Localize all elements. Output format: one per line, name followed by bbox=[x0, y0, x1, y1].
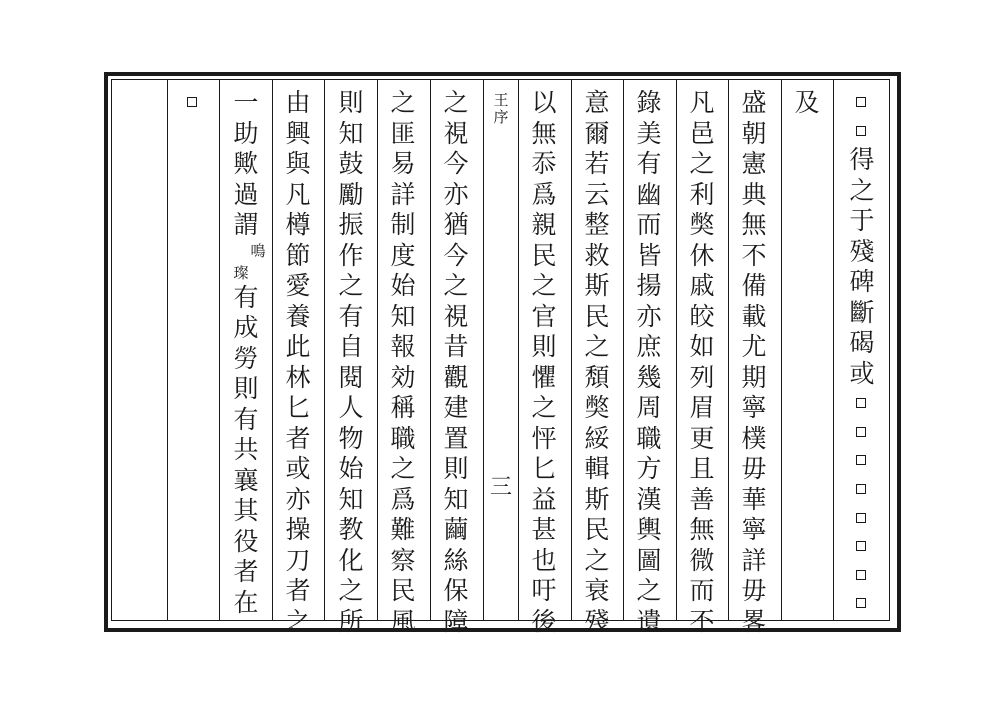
character: 載 bbox=[741, 301, 767, 331]
character: 鼓 bbox=[338, 149, 364, 178]
character: 眉 bbox=[689, 393, 715, 422]
character: 詳 bbox=[390, 179, 416, 209]
character: 教 bbox=[338, 515, 364, 544]
character: 有 bbox=[233, 282, 259, 312]
character: 觀 bbox=[443, 362, 469, 392]
character: 視 bbox=[443, 118, 469, 148]
character: 爲 bbox=[531, 179, 557, 209]
character: 則 bbox=[443, 454, 469, 483]
character: 尤 bbox=[741, 332, 767, 361]
character: 懼 bbox=[531, 362, 557, 392]
column-12-main-b bbox=[226, 283, 266, 619]
column-divider bbox=[571, 80, 572, 620]
character: 知 bbox=[390, 301, 416, 331]
character: 樸 bbox=[741, 423, 767, 453]
text-column-1 bbox=[842, 88, 882, 618]
character: 操 bbox=[285, 515, 311, 544]
character: 錄 bbox=[636, 88, 662, 117]
character: 人 bbox=[338, 393, 364, 422]
character: 衰 bbox=[584, 576, 610, 605]
character: 遺 bbox=[636, 606, 662, 636]
character: 成 bbox=[233, 313, 259, 342]
character: 民 bbox=[390, 576, 416, 605]
character: 戚 bbox=[689, 271, 715, 300]
page-number: 三 bbox=[489, 475, 512, 500]
character: 始 bbox=[338, 454, 364, 483]
character: 云 bbox=[584, 179, 610, 209]
character: 節 bbox=[285, 240, 311, 270]
character: 所 bbox=[338, 606, 364, 636]
text-column-5 bbox=[629, 88, 669, 636]
column-divider bbox=[833, 80, 834, 620]
character: 亦 bbox=[443, 179, 469, 209]
character: 繭 bbox=[443, 515, 469, 544]
character: 整 bbox=[584, 210, 610, 239]
missing-character-box bbox=[842, 532, 882, 561]
missing-character-box bbox=[842, 446, 882, 475]
character: 爾 bbox=[584, 118, 610, 148]
character: 後 bbox=[531, 606, 557, 636]
character: 輯 bbox=[584, 454, 610, 483]
character: 刀 bbox=[285, 545, 311, 575]
character: 不 bbox=[741, 240, 767, 270]
character: 効 bbox=[390, 362, 416, 392]
character: 之 bbox=[531, 271, 557, 300]
character: 置 bbox=[443, 423, 469, 453]
character: 猶 bbox=[443, 210, 469, 239]
character: 之 bbox=[338, 576, 364, 605]
character: 由 bbox=[285, 88, 311, 117]
character: 盛 bbox=[741, 88, 767, 117]
character: 林 bbox=[285, 362, 311, 392]
margin-title-char: 序 bbox=[493, 108, 509, 126]
character: 列 bbox=[689, 362, 715, 392]
character: 美 bbox=[636, 118, 662, 148]
character: 昔 bbox=[443, 332, 469, 361]
character: 之 bbox=[531, 393, 557, 422]
character: 詳 bbox=[741, 545, 767, 575]
text-column-8 bbox=[436, 88, 476, 636]
character: 知 bbox=[338, 118, 364, 148]
character: 典 bbox=[741, 179, 767, 209]
character: 憲 bbox=[741, 149, 767, 178]
missing-character-box bbox=[842, 88, 882, 117]
character: 樽 bbox=[285, 210, 311, 239]
character: 之 bbox=[390, 88, 416, 117]
column-12-main-a bbox=[226, 88, 266, 241]
column-divider bbox=[623, 80, 624, 620]
character: 寧 bbox=[741, 393, 767, 422]
character: 不 bbox=[689, 606, 715, 636]
character: 得 bbox=[849, 145, 875, 175]
margin-title bbox=[481, 92, 521, 622]
character: 之 bbox=[285, 606, 311, 636]
character: 之 bbox=[584, 545, 610, 575]
character: 過 bbox=[233, 179, 259, 209]
missing-character-box bbox=[173, 88, 213, 119]
character: 于 bbox=[849, 206, 875, 236]
character: 風 bbox=[390, 606, 416, 636]
character: 之 bbox=[338, 271, 364, 300]
text-column-12 bbox=[226, 88, 266, 618]
character: 則 bbox=[338, 88, 364, 117]
character: 無 bbox=[531, 118, 557, 148]
character: 有 bbox=[338, 301, 364, 331]
column-divider bbox=[219, 80, 220, 620]
character: 揚 bbox=[636, 271, 662, 300]
character: 振 bbox=[338, 210, 364, 239]
character: 保 bbox=[443, 576, 469, 605]
character: 制 bbox=[390, 210, 416, 239]
character: 凡 bbox=[689, 88, 715, 117]
character: 視 bbox=[443, 301, 469, 331]
character: 亦 bbox=[285, 484, 311, 514]
character: 碑 bbox=[849, 267, 875, 297]
character: 怦 bbox=[531, 423, 557, 453]
character: 若 bbox=[584, 149, 610, 178]
character: 民 bbox=[584, 301, 610, 331]
missing-character-box bbox=[842, 389, 882, 418]
character: 而 bbox=[689, 576, 715, 605]
character: 救 bbox=[584, 240, 610, 270]
character: 今 bbox=[443, 149, 469, 178]
character: 一 bbox=[233, 88, 259, 117]
character: 斯 bbox=[584, 271, 610, 300]
character: 微 bbox=[689, 545, 715, 575]
character: 備 bbox=[741, 271, 767, 300]
character: 共 bbox=[233, 435, 259, 464]
character: 匪 bbox=[390, 118, 416, 148]
character: 始 bbox=[390, 271, 416, 300]
character: 圖 bbox=[636, 545, 662, 575]
text-column-11 bbox=[278, 88, 318, 636]
column-divider bbox=[430, 80, 431, 620]
character: 之 bbox=[849, 175, 875, 205]
character: 無 bbox=[741, 210, 767, 239]
character: 意 bbox=[584, 88, 610, 117]
character: 報 bbox=[390, 332, 416, 361]
character: 有 bbox=[636, 149, 662, 178]
character: 匕 bbox=[285, 393, 311, 422]
character: 益 bbox=[531, 484, 557, 514]
character: 殘 bbox=[849, 236, 875, 266]
character: 皆 bbox=[636, 240, 662, 270]
character: 自 bbox=[338, 332, 364, 361]
text-column-7 bbox=[524, 88, 564, 636]
character: 幾 bbox=[636, 362, 662, 392]
character: 勞 bbox=[233, 343, 259, 373]
character: 畧 bbox=[741, 606, 767, 636]
character: 察 bbox=[390, 545, 416, 575]
character: 易 bbox=[390, 149, 416, 178]
character: 謂 bbox=[233, 210, 259, 239]
character: 且 bbox=[689, 454, 715, 483]
column-divider bbox=[167, 80, 168, 620]
text-column-9 bbox=[383, 88, 423, 636]
interlinear-note bbox=[226, 241, 266, 283]
character: 則 bbox=[233, 374, 259, 403]
character: 忝 bbox=[531, 149, 557, 178]
character: 邑 bbox=[689, 118, 715, 148]
character: 或 bbox=[849, 358, 875, 388]
character: 綏 bbox=[584, 423, 610, 453]
character: 以 bbox=[531, 88, 557, 117]
character: 庶 bbox=[636, 332, 662, 361]
character: 獘 bbox=[689, 210, 715, 239]
character: 與 bbox=[285, 149, 311, 178]
missing-character-box bbox=[842, 117, 882, 146]
character: 吁 bbox=[531, 576, 557, 605]
character: 難 bbox=[390, 515, 416, 544]
character: 有 bbox=[233, 404, 259, 434]
missing-character-box bbox=[842, 504, 882, 533]
character: 職 bbox=[636, 423, 662, 453]
text-column-2 bbox=[787, 88, 827, 618]
character: 者 bbox=[285, 423, 311, 453]
column-divider bbox=[377, 80, 378, 620]
column-divider bbox=[781, 80, 782, 620]
character: 休 bbox=[689, 240, 715, 270]
missing-character-box bbox=[842, 418, 882, 447]
character: 物 bbox=[338, 423, 364, 453]
character: 化 bbox=[338, 545, 364, 575]
character: 親 bbox=[531, 210, 557, 239]
character: 職 bbox=[390, 423, 416, 453]
character: 及 bbox=[794, 88, 820, 117]
character: 障 bbox=[443, 606, 469, 636]
character: 知 bbox=[338, 484, 364, 514]
character: 無 bbox=[689, 515, 715, 544]
character: 閱 bbox=[338, 362, 364, 392]
character: 甚 bbox=[531, 515, 557, 544]
character: 其 bbox=[233, 496, 259, 525]
character: 毋 bbox=[741, 454, 767, 483]
character: 勵 bbox=[338, 179, 364, 209]
character: 匕 bbox=[531, 454, 557, 483]
text-column-3 bbox=[734, 88, 774, 636]
character: 殘 bbox=[584, 606, 610, 636]
column-divider bbox=[676, 80, 677, 620]
character: 頽 bbox=[584, 362, 610, 392]
character: 碣 bbox=[849, 328, 875, 358]
character: 稱 bbox=[390, 393, 416, 422]
character: 寧 bbox=[741, 515, 767, 544]
column-divider bbox=[324, 80, 325, 620]
character: 襄 bbox=[233, 465, 259, 495]
text-column-4 bbox=[682, 88, 722, 636]
character: 愛 bbox=[285, 271, 311, 300]
character: 也 bbox=[531, 545, 557, 575]
character: 期 bbox=[741, 362, 767, 392]
character: 者 bbox=[233, 557, 259, 586]
character: 華 bbox=[741, 484, 767, 514]
character: 利 bbox=[689, 179, 715, 209]
character: 民 bbox=[584, 515, 610, 544]
character: 之 bbox=[390, 454, 416, 483]
character: 興 bbox=[285, 118, 311, 148]
character: 知 bbox=[443, 484, 469, 514]
character: 之 bbox=[443, 271, 469, 300]
character: 更 bbox=[689, 423, 715, 453]
character: 斷 bbox=[849, 297, 875, 327]
character: 者 bbox=[285, 576, 311, 605]
character: 之 bbox=[689, 149, 715, 178]
character: 或 bbox=[285, 454, 311, 483]
character: 養 bbox=[285, 301, 311, 331]
character: 作 bbox=[338, 240, 364, 270]
character: 亦 bbox=[636, 301, 662, 331]
character: 輿 bbox=[636, 515, 662, 544]
character: 在 bbox=[233, 587, 259, 617]
character: 之 bbox=[584, 332, 610, 361]
character: 此 bbox=[285, 332, 311, 361]
character: 而 bbox=[636, 210, 662, 239]
character: 之 bbox=[636, 576, 662, 605]
note-right: 鳴 bbox=[250, 241, 266, 260]
column-divider bbox=[728, 80, 729, 620]
character: 役 bbox=[233, 526, 259, 556]
column-divider bbox=[272, 80, 273, 620]
character: 歟 bbox=[233, 149, 259, 178]
text-column-13 bbox=[173, 88, 213, 618]
character: 朝 bbox=[741, 118, 767, 148]
character: 度 bbox=[390, 240, 416, 270]
character: 如 bbox=[689, 332, 715, 361]
margin-title-char: 王 bbox=[493, 91, 509, 109]
character: 漢 bbox=[636, 484, 662, 514]
text-column-6 bbox=[577, 88, 617, 636]
character: 今 bbox=[443, 240, 469, 270]
character: 凡 bbox=[285, 179, 311, 209]
missing-character-box bbox=[842, 561, 882, 590]
character: 則 bbox=[531, 332, 557, 361]
character: 善 bbox=[689, 484, 715, 514]
character: 斯 bbox=[584, 484, 610, 514]
character: 周 bbox=[636, 393, 662, 422]
missing-character-box bbox=[842, 475, 882, 504]
character: 皎 bbox=[689, 301, 715, 331]
character: 方 bbox=[636, 454, 662, 483]
text-column-10 bbox=[331, 88, 371, 636]
missing-character-box bbox=[842, 589, 882, 618]
character: 官 bbox=[531, 301, 557, 331]
character: 助 bbox=[233, 118, 259, 148]
note-left: 璨 bbox=[233, 263, 249, 282]
character: 毋 bbox=[741, 576, 767, 605]
character: 幽 bbox=[636, 179, 662, 209]
character: 獘 bbox=[584, 393, 610, 422]
character: 絲 bbox=[443, 545, 469, 575]
character: 爲 bbox=[390, 484, 416, 514]
character: 建 bbox=[443, 393, 469, 422]
character: 之 bbox=[443, 88, 469, 117]
character: 民 bbox=[531, 240, 557, 270]
